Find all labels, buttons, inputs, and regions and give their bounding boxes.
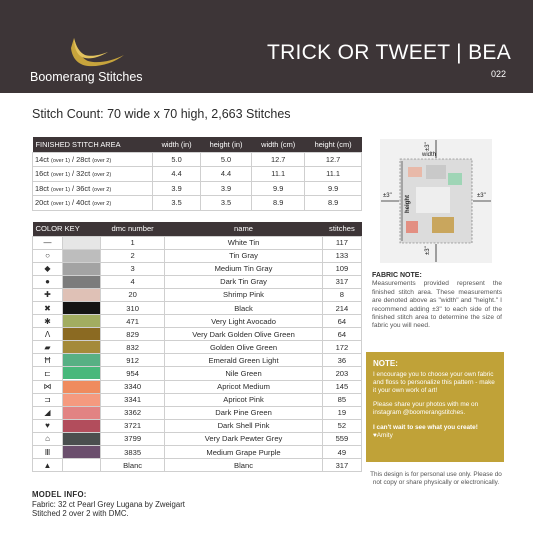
color-row [33,275,362,288]
color-name: Golden Olive Green [165,341,323,354]
color-name: Tin Gray [165,249,323,262]
color-swatch [63,367,101,380]
color-swatch [63,262,101,275]
stitch-total: 559 [322,432,361,445]
dmc-number: Blanc [101,459,165,472]
dmc-number: 3340 [101,380,165,393]
table-row [33,167,362,182]
personal-use-notice: This design is for personal use only. Please do not copy or share physically or electronically. [370,471,502,487]
height-cm: 9.9 [305,181,362,196]
count-a-note: (over 1) [51,201,70,208]
color-row [33,367,362,380]
height-cm: 11.1 [305,167,362,182]
swatch-fill [63,341,100,353]
design-block [432,217,454,233]
stitch-symbol-icon: Ⅲ [33,446,63,459]
color-row [33,432,362,445]
count-b: / 36ct [70,183,91,193]
stitch-symbol-icon: Ħ [33,354,63,367]
stitch-total: 64 [322,315,361,328]
color-name: Black [165,301,323,314]
stitch-symbol-icon: ✱ [33,315,63,328]
fabric-count [33,196,153,211]
margin-top-label: ±3" [425,142,431,151]
model-info-stitched: Stitched 2 over 2 with DMC. [32,509,129,518]
count-b: / 40ct [70,198,91,208]
color-swatch [63,275,101,288]
count-b-note: (over 2) [92,186,112,193]
swatch-fill [63,367,100,379]
color-name: Apricot Pink [165,393,323,406]
stitch-symbol-icon: ● [33,275,63,288]
model-info-fabric: Fabric: 32 ct Pearl Grey Lugana by Zweigart [32,499,185,509]
color-name: Very Dark Pewter Grey [165,432,323,445]
color-row [33,315,362,328]
color-row [33,249,362,262]
color-swatch [63,406,101,419]
column-header: dmc number [101,222,165,236]
count-a-note: (over 1) [51,186,70,193]
stitch-total: 109 [322,262,361,275]
stitch-symbol-icon: ⊏ [33,367,63,380]
color-swatch [63,288,101,301]
color-swatch [63,354,101,367]
header-bar [0,0,533,93]
stitch-symbol-icon: ⋈ [33,380,63,393]
column-header: height (cm) [305,137,362,152]
stitch-total: 317 [322,275,361,288]
column-header: width (in) [153,137,201,152]
swatch-fill [63,237,100,249]
width-in: 4.4 [153,167,201,182]
dmc-number: 832 [101,341,165,354]
note-box [366,352,504,462]
dmc-number: 3362 [101,406,165,419]
count-a: 14ct [35,154,49,164]
stitch-symbol-icon: ◆ [33,262,63,275]
color-swatch [63,341,101,354]
pattern-title: TRICK OR TWEET | BEA [266,41,511,64]
color-swatch [63,393,101,406]
dmc-number: 471 [101,315,165,328]
stitch-total: 214 [322,301,361,314]
dmc-number: 3 [101,262,165,275]
stitch-total: 36 [322,354,361,367]
dmc-number: 829 [101,328,165,341]
dmc-number: 4 [101,275,165,288]
column-header: stitches [322,222,361,236]
dmc-number: 3721 [101,419,165,432]
color-key-table [32,222,362,472]
swatch-fill [63,250,100,262]
width-in: 3.9 [153,181,201,196]
stitch-symbol-icon: ✚ [33,288,63,301]
stitch-symbol-icon: ◢ [33,406,63,419]
note-signature: ♥Amity [373,431,393,439]
stitch-total: 52 [322,419,361,432]
dmc-number: 3835 [101,446,165,459]
design-block [448,173,462,185]
stitch-total: 64 [322,328,361,341]
stitch-symbol-icon: ⊐ [33,393,63,406]
design-block [408,167,422,177]
height-cm: 12.7 [305,152,362,167]
color-swatch [63,432,101,445]
stitch-total: 49 [322,446,361,459]
color-name: Dark Shell Pink [165,419,323,432]
color-row [33,393,362,406]
fabric-count [33,152,153,167]
width-cm: 8.9 [252,196,305,211]
swatch-fill [63,354,100,366]
color-swatch [63,446,101,459]
height-cm: 8.9 [305,196,362,211]
fabric-size-diagram [372,137,500,267]
color-name: Nile Green [165,367,323,380]
fabric-count [33,167,153,182]
count-b: / 32ct [70,169,91,179]
height-in: 3.9 [200,181,251,196]
swatch-fill [63,381,100,393]
swatch-fill [63,263,100,275]
note-text: I encourage you to choose your own fabric and floss to personalize this pattern - make it your own work of art! [373,371,495,395]
color-swatch [63,380,101,393]
color-name: Very Light Avocado [165,315,323,328]
dmc-number: 2 [101,249,165,262]
swatch-fill [63,276,100,288]
color-row [33,288,362,301]
stitch-total: 133 [322,249,361,262]
swatch-fill [63,302,100,314]
color-row [33,236,362,249]
column-header: width (cm) [252,137,305,152]
color-name: Emerald Green Light [165,354,323,367]
width-in: 3.5 [153,196,201,211]
color-row [33,446,362,459]
color-name: White Tin [165,236,323,249]
color-name: Blanc [165,459,323,472]
color-row [33,328,362,341]
stitch-symbol-icon: — [33,236,63,249]
pattern-code: 022 [490,69,506,79]
fabric-note-heading: FABRIC NOTE: [372,272,422,279]
brand-name: Boomerang Stitches [30,70,143,84]
finished-area-table [32,137,362,211]
width-in: 5.0 [153,152,201,167]
note-instagram: Please share your photos with me on instagram @boomerangstitches. [373,401,479,417]
stitch-count-value: 70 wide x 70 high, 2,663 Stitches [107,107,291,121]
stitch-symbol-icon: ▰ [33,341,63,354]
column-header: height (in) [200,137,251,152]
swatch-fill [63,394,100,406]
color-row [33,459,362,472]
height-in: 4.4 [200,167,251,182]
stitch-total: 85 [322,393,361,406]
model-info [32,490,185,519]
color-row [33,419,362,432]
count-b-note: (over 2) [92,157,112,164]
note-heading: NOTE: [373,359,398,368]
stitch-symbol-icon: ⌂ [33,432,63,445]
color-row [33,354,362,367]
count-b-note: (over 2) [92,172,112,179]
color-swatch [63,249,101,262]
height-label: height [405,195,411,213]
count-a: 16ct [35,169,49,179]
dmc-number: 310 [101,301,165,314]
color-name: Medium Tin Gray [165,262,323,275]
swatch-fill [63,420,100,432]
margin-left-label: ±3" [383,193,392,199]
color-swatch [63,301,101,314]
design-block [406,221,418,233]
count-b-note: (over 2) [92,201,112,208]
color-swatch [63,236,101,249]
design-block [426,165,446,179]
design-block [416,187,450,213]
note-closing: I can't wait to see what you create! [373,423,478,431]
color-name: Shrimp Pink [165,288,323,301]
stitch-symbol-icon: ▲ [33,459,63,472]
color-row [33,262,362,275]
dmc-number: 1 [101,236,165,249]
table-row [33,152,362,167]
stitch-total: 172 [322,341,361,354]
model-info-heading: MODEL INFO: [32,490,87,499]
width-cm: 11.1 [252,167,305,182]
dmc-number: 954 [101,367,165,380]
color-swatch [63,459,101,472]
stitch-symbol-icon: Λ [33,328,63,341]
column-header: FINISHED STITCH AREA [33,137,153,152]
column-header: COLOR KEY [33,222,101,236]
swatch-fill [63,315,100,327]
width-cm: 12.7 [252,152,305,167]
color-row [33,406,362,419]
swatch-fill [63,459,100,471]
stitch-count-label: Stitch Count: [32,107,104,121]
swatch-fill [63,446,100,458]
swatch-fill [63,289,100,301]
color-name: Very Dark Golden Olive Green [165,328,323,341]
color-name: Medium Grape Purple [165,446,323,459]
color-name: Apricot Medium [165,380,323,393]
swatch-fill [63,407,100,419]
stitch-total: 317 [322,459,361,472]
stitch-symbol-icon: ○ [33,249,63,262]
stitch-total: 117 [322,236,361,249]
boomerang-logo-icon [68,36,126,68]
table-row [33,181,362,196]
color-name: Dark Pine Green [165,406,323,419]
count-a-note: (over 1) [51,157,70,164]
swatch-fill [63,328,100,340]
dmc-number: 3341 [101,393,165,406]
width-cm: 9.9 [252,181,305,196]
table-row [33,196,362,211]
color-row [33,301,362,314]
dmc-number: 912 [101,354,165,367]
color-swatch [63,315,101,328]
height-in: 3.5 [200,196,251,211]
fabric-count [33,181,153,196]
color-swatch [63,419,101,432]
dmc-number: 20 [101,288,165,301]
stitch-total: 8 [322,288,361,301]
count-b: / 28ct [70,154,91,164]
color-row [33,341,362,354]
stitch-symbol-icon: ✖ [33,301,63,314]
stitch-total: 203 [322,367,361,380]
column-header: name [165,222,323,236]
count-a-note: (over 1) [51,172,70,179]
margin-right-label: ±3" [477,193,486,199]
swatch-fill [63,433,100,445]
fabric-note-text: Measurements provided represent the finished stitch area. These measurements are denoted above as "width" and "height." I recommend adding ±3" to each side of the finished stitch area to determine the size of fabric you will need. [372,280,502,330]
width-label: width [422,152,437,158]
stitch-total: 19 [322,406,361,419]
dmc-number: 3799 [101,432,165,445]
height-in: 5.0 [200,152,251,167]
count-a: 20ct [35,198,49,208]
stitch-total: 145 [322,380,361,393]
fabric-note [372,272,502,331]
stitch-symbol-icon: ♥ [33,419,63,432]
count-a: 18ct [35,183,49,193]
margin-bottom-label: ±3" [425,246,431,255]
color-name: Dark Tin Gray [165,275,323,288]
color-row [33,380,362,393]
color-swatch [63,328,101,341]
stitch-count [32,107,291,121]
